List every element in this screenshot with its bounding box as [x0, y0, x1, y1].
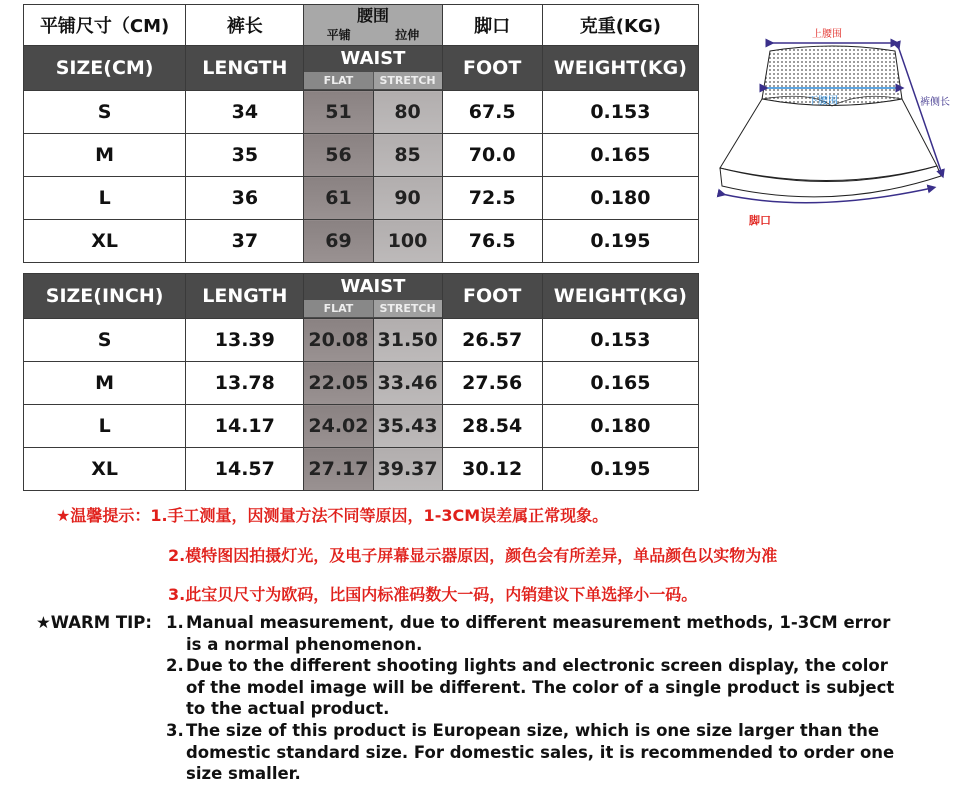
- cell-stretch: 35.43: [373, 405, 442, 448]
- cell-stretch: 39.37: [373, 448, 442, 491]
- cell-foot: 67.5: [442, 91, 542, 134]
- header-waist: [304, 46, 442, 91]
- cell-size: XL: [24, 220, 186, 263]
- table-row: [24, 448, 699, 491]
- cell-size: M: [24, 362, 186, 405]
- cell-stretch: 33.46: [373, 362, 442, 405]
- header-weight: WEIGHT(KG): [542, 274, 698, 319]
- cn-header-row: [24, 5, 699, 46]
- cell-weight: 0.180: [542, 405, 698, 448]
- table-row: [24, 220, 699, 263]
- warm-tip-label: ★WARM TIP:: [36, 613, 152, 632]
- cn-header-length: 裤长: [186, 5, 304, 46]
- cn-header-stretch: 拉伸: [395, 28, 420, 42]
- table-row: [24, 177, 699, 220]
- cell-length: 34: [186, 91, 304, 134]
- cell-length: 13.78: [186, 362, 304, 405]
- cell-size: S: [24, 91, 186, 134]
- cell-stretch: 85: [373, 134, 442, 177]
- header-size: SIZE(INCH): [24, 274, 186, 319]
- cn-header-waist: [304, 5, 442, 46]
- table-row: [24, 319, 699, 362]
- cell-flat: 24.02: [304, 405, 373, 448]
- table-row: [24, 405, 699, 448]
- cell-length: 36: [186, 177, 304, 220]
- table-row: [24, 91, 699, 134]
- cell-weight: 0.153: [542, 319, 698, 362]
- cn-header-flat: 平铺: [326, 28, 351, 42]
- cell-foot: 76.5: [442, 220, 542, 263]
- label-lower-waist: 下腰围: [808, 96, 838, 107]
- warm-tip-item: [166, 720, 906, 785]
- skirt-measurement-diagram: [712, 16, 957, 231]
- cell-stretch: 100: [373, 220, 442, 263]
- cell-flat: 51: [304, 91, 373, 134]
- cn-header-waist-label: 腰围: [356, 6, 389, 25]
- cell-weight: 0.195: [542, 220, 698, 263]
- cell-flat: 22.05: [304, 362, 373, 405]
- cell-flat: 56: [304, 134, 373, 177]
- warm-tip-text: Manual measurement, due to different measurement methods, 1-3CM error is a normal phenomenon.: [186, 613, 891, 654]
- header-stretch: STRETCH: [373, 72, 442, 89]
- warm-tip-number: 2.: [166, 656, 184, 676]
- cell-foot: 72.5: [442, 177, 542, 220]
- cell-weight: 0.165: [542, 362, 698, 405]
- table-row: [24, 134, 699, 177]
- header-foot: FOOT: [442, 46, 542, 91]
- cell-length: 14.57: [186, 448, 304, 491]
- label-hem: 脚口: [749, 214, 771, 227]
- header-row: [24, 46, 699, 91]
- cn-note-3: 3.此宝贝尺寸为欧码，比国内标准码数大一码，内销建议下单选择小一码。: [168, 585, 698, 604]
- cell-foot: 26.57: [442, 319, 542, 362]
- warm-tip-text: Due to the different shooting lights and electronic screen display, the color of the model image will be different. The color of a single product is subject to the actual product.: [186, 656, 895, 719]
- skirt-illustration: [720, 46, 941, 197]
- header-waist-label: WAIST: [340, 48, 406, 69]
- cn-note-2: 2.模特图因拍摄灯光，及电子屏幕显示器原因，颜色会有所差异，单品颜色以实物为准: [168, 546, 778, 565]
- cell-foot: 28.54: [442, 405, 542, 448]
- cell-length: 14.17: [186, 405, 304, 448]
- warm-tip-item: [166, 655, 906, 720]
- label-side-length: 裤侧长: [920, 97, 950, 108]
- header-waist: [304, 274, 442, 319]
- cell-flat: 61: [304, 177, 373, 220]
- cell-foot: 70.0: [442, 134, 542, 177]
- cn-header-size: 平铺尺寸（CM): [24, 5, 186, 46]
- cell-flat: 27.17: [304, 448, 373, 491]
- cell-size: L: [24, 177, 186, 220]
- cell-length: 37: [186, 220, 304, 263]
- cell-foot: 27.56: [442, 362, 542, 405]
- cell-length: 35: [186, 134, 304, 177]
- warm-tip-number: 3.: [166, 720, 184, 740]
- header-flat: FLAT: [304, 300, 372, 317]
- header-length: LENGTH: [186, 46, 304, 91]
- cell-stretch: 80: [373, 91, 442, 134]
- cell-weight: 0.195: [542, 448, 698, 491]
- size-table-cm: [23, 4, 699, 263]
- cell-flat: 69: [304, 220, 373, 263]
- header-row: [24, 274, 699, 319]
- warm-tip-item: [166, 612, 906, 655]
- label-upper-waist: 上腰围: [812, 29, 842, 40]
- cell-size: S: [24, 319, 186, 362]
- cell-size: M: [24, 134, 186, 177]
- cell-size: XL: [24, 448, 186, 491]
- header-waist-label: WAIST: [340, 276, 406, 297]
- cn-note-1: ★温馨提示：1.手工测量，因测量方法不同等原因，1-3CM误差属正常现象。: [56, 506, 609, 525]
- header-stretch: STRETCH: [373, 300, 442, 317]
- header-size: SIZE(CM): [24, 46, 186, 91]
- header-foot: FOOT: [442, 274, 542, 319]
- cell-weight: 0.165: [542, 134, 698, 177]
- cell-flat: 20.08: [304, 319, 373, 362]
- cell-weight: 0.180: [542, 177, 698, 220]
- cell-stretch: 31.50: [373, 319, 442, 362]
- header-length: LENGTH: [186, 274, 304, 319]
- warm-tip-text: The size of this product is European size, which is one size larger than the domestic standard size. For domestic sales, it is recommended to order one size smaller.: [186, 720, 895, 784]
- cell-size: L: [24, 405, 186, 448]
- cell-length: 13.39: [186, 319, 304, 362]
- cn-header-weight: 克重(KG): [542, 5, 698, 46]
- warm-tip-number: 1.: [166, 613, 184, 632]
- cell-foot: 30.12: [442, 448, 542, 491]
- header-flat: FLAT: [304, 72, 372, 89]
- cell-stretch: 90: [373, 177, 442, 220]
- size-table-inch: [23, 273, 699, 491]
- cell-weight: 0.153: [542, 91, 698, 134]
- table-row: [24, 362, 699, 405]
- cn-header-foot: 脚口: [442, 5, 542, 46]
- header-weight: WEIGHT(KG): [542, 46, 698, 91]
